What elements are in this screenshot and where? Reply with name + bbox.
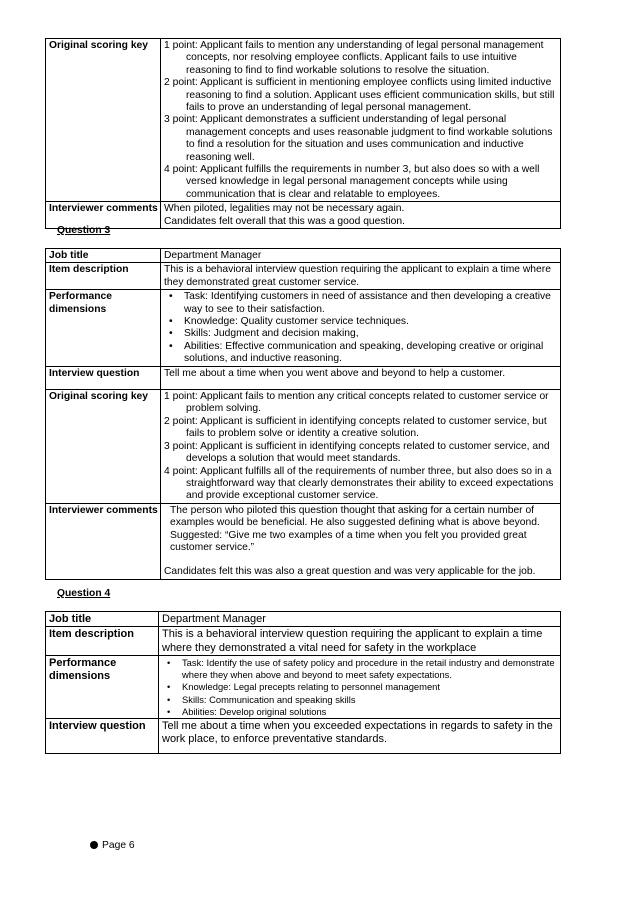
scoring-point-3: 3 point: Applicant demonstrates a sufficient understanding of legal personal management concepts and uses reasonable judgment to find workable solutions to find a resolution for the situation and uses communication and inductive reasoning well. xyxy=(164,114,553,163)
job-title-row xyxy=(46,612,561,627)
scoring-key-cell xyxy=(161,390,561,504)
scoring-key-label: Original scoring key xyxy=(46,39,161,202)
interview-question-value: Tell me about a time when you went above and beyond to help a customer. xyxy=(161,366,561,389)
performance-dimensions-row xyxy=(46,290,561,366)
list-item: • Knowledge: Legal precepts relating to personnel management xyxy=(162,681,558,693)
performance-list xyxy=(162,657,558,718)
list-item: • Abilities: Develop original solutions xyxy=(162,706,558,718)
scoring-point-2: 2 point: Applicant is sufficient in identifying concepts related to customer service, but fails to problem solve or identity a creative solution. xyxy=(164,415,547,440)
interview-question-label: Interview question xyxy=(46,718,159,753)
scoring-key-row xyxy=(46,390,561,504)
scoring-key-label: Original scoring key xyxy=(46,390,161,504)
page-number: Page 6 xyxy=(102,840,135,851)
scoring-point-4: 4 point: Applicant fulfills the requirements in number 3, but also does so with a well versed knowledge in legal personal management concepts while using communication that is clear and relatable to employees. xyxy=(164,164,540,200)
job-title-value: Department Manager xyxy=(159,612,561,627)
spacer xyxy=(164,554,558,566)
performance-dimensions-row xyxy=(46,655,561,718)
item-description-value: This is a behavioral interview question requiring the applicant to explain a time where they demonstrated great customer service. xyxy=(161,263,561,290)
comment-line: Candidates felt overall that this was a good question. xyxy=(164,215,405,227)
job-title-label: Job title xyxy=(46,249,161,263)
scoring-point-4: 4 point: Applicant fulfills all of the requirements of number three, but also does so in a straightforward way that clearly demonstrates their ability to exceed expectations and provide exceptional customer service. xyxy=(164,465,554,502)
list-item: • Skills: Judgment and decision making, xyxy=(164,328,558,340)
list-item: • Task: Identify the use of safety policy and procedure in the retail industry and demonstrate where they when above and beyond to meet safety expectations. xyxy=(162,657,558,681)
scoring-point-3: 3 point: Applicant is sufficient in identifying concepts related to customer service, and develops a solution that would meet standards. xyxy=(164,440,550,465)
comments-cell xyxy=(161,202,561,229)
interview-question-row xyxy=(46,718,561,753)
performance-dimensions-label: Performance dimensions xyxy=(46,290,161,366)
scoring-point-2: 2 point: Applicant is sufficient in mentioning employee conflicts using limited inductive reasoning to find a solution. Applicant uses efficient communication skills, but still fails to prove an understanding of legal personal management. xyxy=(164,77,555,114)
comments-row xyxy=(46,202,561,229)
scoring-point-1: 1 point: Applicant fails to mention any critical concepts related to customer service or problem solving. xyxy=(164,391,549,415)
performance-dimensions-label: Performance dimensions xyxy=(46,655,159,718)
list-item: • Knowledge: Quality customer service techniques. xyxy=(164,316,558,328)
list-item: • Skills: Communication and speaking skills xyxy=(162,694,558,706)
comment-paragraph: The person who piloted this question thought that asking for a certain number of examples would be beneficial. He also suggested defining what is above beyond. Suggested: “Give me two examples of a time when you felt you provided great customer service.” xyxy=(170,504,540,553)
question4-table xyxy=(45,611,561,754)
job-title-label: Job title xyxy=(46,612,159,627)
item-description-value: This is a behavioral interview question requiring the applicant to explain a time where they demonstrated a vital need for safety in the workplace xyxy=(159,627,561,656)
comment-paragraph: Candidates felt this was also a great question and was very applicable for the job. xyxy=(164,566,536,578)
comments-label: Interviewer comments xyxy=(46,503,161,579)
performance-dimensions-cell xyxy=(159,655,561,718)
interview-question-row xyxy=(46,366,561,389)
performance-dimensions-cell xyxy=(161,290,561,366)
scoring-key-cell xyxy=(161,39,561,202)
item-description-row xyxy=(46,263,561,290)
item-description-label: Item description xyxy=(46,263,161,290)
question3-table xyxy=(45,248,561,580)
item-description-label: Item description xyxy=(46,627,159,656)
job-title-row xyxy=(46,249,561,263)
scoring-point-1: 1 point: Applicant fails to mention any understanding of legal personal management concepts, nor resolving employee conflicts. Applicant fails to use intuitive reasoning to find to find workable solutions to resolve the situation. xyxy=(164,40,544,76)
comments-cell xyxy=(161,503,561,579)
job-title-value: Department Manager xyxy=(161,249,561,263)
question4-heading: Question 4 xyxy=(57,588,111,599)
question3-heading: Question 3 xyxy=(57,225,111,236)
comments-label: Interviewer comments xyxy=(46,202,161,229)
list-item: • Abilities: Effective communication and speaking, developing creative or original solutions, and inductive reasoning. xyxy=(164,341,558,366)
comments-row xyxy=(46,503,561,579)
item-description-row xyxy=(46,627,561,656)
performance-list xyxy=(164,291,558,365)
page-footer xyxy=(90,840,135,851)
question2-table xyxy=(45,38,561,229)
interview-question-value: Tell me about a time when you exceeded expectations in regards to safety in the work place, to enforce preventative standards. xyxy=(159,718,561,753)
comment-line: When piloted, legalities may not be necessary again. xyxy=(164,203,405,215)
interview-question-label: Interview question xyxy=(46,366,161,389)
scoring-key-row xyxy=(46,39,561,202)
bullet-dot-icon xyxy=(90,841,98,849)
list-item: • Task: Identifying customers in need of assistance and then developing a creative way to see to their satisfaction. xyxy=(164,291,558,316)
